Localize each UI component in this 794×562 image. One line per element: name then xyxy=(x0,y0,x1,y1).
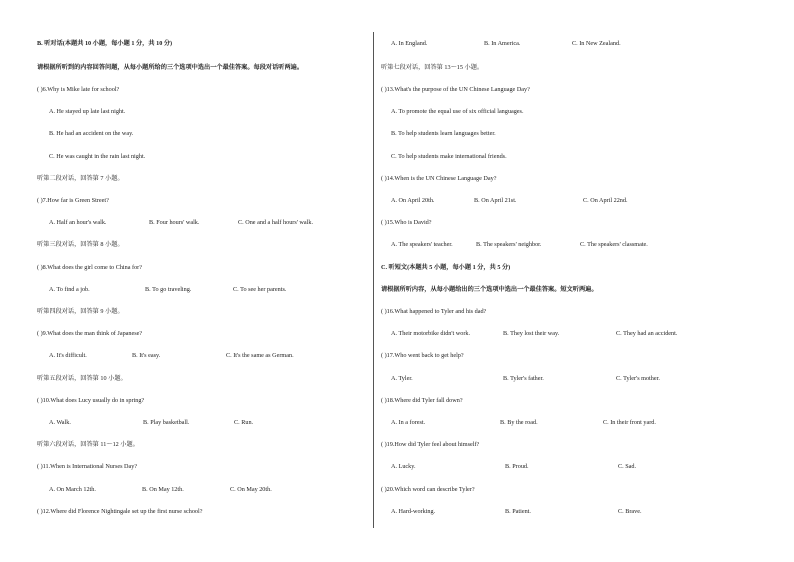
q11-option-a: A. On March 12th. xyxy=(49,486,96,493)
q18-option-c: C. In their front yard. xyxy=(603,419,656,426)
q20-option-a: A. Hard-working. xyxy=(391,508,436,515)
q6-option-a: A. He stayed up late last night. xyxy=(49,108,126,115)
dialog-6-heading: 听第六段对话，回答第 11～12 小题。 xyxy=(37,441,139,448)
q19-option-c: C. Sad. xyxy=(618,463,637,470)
q15-option-b: B. The speakers' neighbor. xyxy=(476,241,542,248)
q16-option-a: A. Their motorbike didn't work. xyxy=(391,330,471,337)
q15-option-c: C. The speakers' classmate. xyxy=(580,241,648,248)
q14-option-a: A. On April 20th. xyxy=(391,197,435,204)
q19-option-b: B. Proud. xyxy=(505,463,529,470)
q10-option-c: C. Run. xyxy=(234,419,254,426)
q17-option-a: A. Tyler. xyxy=(391,375,413,382)
q9-option-a: A. It's difficult. xyxy=(49,352,87,359)
q11-stem: ( )11.When is International Nurses Day? xyxy=(37,463,138,470)
q9-option-c: C. It's the same as German. xyxy=(226,352,294,359)
q10-stem: ( )10.What does Lucy usually do in spring? xyxy=(37,397,145,404)
dialog-2-heading: 听第二段对话，回答第 7 小题。 xyxy=(37,175,124,182)
q8-stem: ( )8.What does the girl come to China for? xyxy=(37,264,142,271)
q10-option-b: B. Play basketball. xyxy=(143,419,190,426)
q18-option-b: B. By the road. xyxy=(500,419,538,426)
dialog-7-heading: 听第七段对话，回答第 13～15 小题。 xyxy=(381,64,484,71)
right-column xyxy=(381,0,711,562)
q20-option-b: B. Patient. xyxy=(505,508,531,515)
q6-option-c: C. He was caught in the rain last night. xyxy=(49,153,146,160)
q14-stem: ( )14.When is the UN Chinese Language Day? xyxy=(381,175,497,182)
q17-option-c: C. Tyler's mother. xyxy=(616,375,660,382)
section-c-title: C. 听短文(本题共 5 小题，每小题 1 分，共 5 分) xyxy=(381,264,511,271)
q13-option-b: B. To help students learn languages better. xyxy=(391,130,496,137)
q12-stem: ( )12.Where did Florence Nightingale set up the first nurse school? xyxy=(37,508,203,515)
q16-option-b: B. They lost their way. xyxy=(503,330,560,337)
dialog-4-heading: 听第四段对话，回答第 9 小题。 xyxy=(37,308,124,315)
q12-option-c: C. In New Zealand. xyxy=(572,40,621,47)
q10-option-a: A. Walk. xyxy=(49,419,71,426)
q15-stem: ( )15.Who is David? xyxy=(381,219,432,226)
section-c-instructions: 请根据所听内容，从每小题给出的三个选项中选出一个最佳答案。短文听两遍。 xyxy=(381,286,598,293)
q15-option-a: A. The speakers' teacher. xyxy=(391,241,453,248)
q8-option-c: C. To see her parents. xyxy=(233,286,287,293)
q16-option-c: C. They had an accident. xyxy=(616,330,678,337)
q11-option-b: B. On May 12th. xyxy=(142,486,184,493)
q9-stem: ( )9.What does the man think of Japanese? xyxy=(37,330,143,337)
q7-option-a: A. Half an hour's walk. xyxy=(49,219,107,226)
section-b-title: B. 听对话(本题共 10 小题，每小题 1 分，共 10 分) xyxy=(37,40,173,47)
q7-option-c: C. One and a half hours' walk. xyxy=(238,219,314,226)
q18-option-a: A. In a forest. xyxy=(391,419,426,426)
q6-option-b: B. He had an accident on the way. xyxy=(49,130,134,137)
dialog-3-heading: 听第三段对话，回答第 8 小题。 xyxy=(37,241,124,248)
q17-option-b: B. Tyler's father. xyxy=(503,375,544,382)
q13-stem: ( )13.What's the purpose of the UN Chinese Language Day? xyxy=(381,86,530,93)
q8-option-b: B. To go traveling. xyxy=(145,286,192,293)
q8-option-a: A. To find a job. xyxy=(49,286,90,293)
column-divider xyxy=(373,32,374,528)
section-b-instructions: 请根据所听到的内容回答问题，从每小题所给的三个选项中选出一个最佳答案。每段对话听两遍。 xyxy=(37,64,304,71)
q16-stem: ( )16.What happened to Tyler and his dad? xyxy=(381,308,487,315)
q20-option-c: C. Brave. xyxy=(618,508,642,515)
q19-option-a: A. Lucky. xyxy=(391,463,416,470)
q12-option-a: A. In England. xyxy=(391,40,428,47)
q7-stem: ( )7.How far is Green Street? xyxy=(37,197,109,204)
q6-stem: ( )6.Why is Mike late for school? xyxy=(37,86,120,93)
q7-option-b: B. Four hours' walk. xyxy=(149,219,200,226)
q14-option-b: B. On April 21st. xyxy=(474,197,517,204)
q11-option-c: C. On May 20th. xyxy=(230,486,272,493)
q14-option-c: C. On April 22nd. xyxy=(583,197,628,204)
q9-option-b: B. It's easy. xyxy=(132,352,161,359)
left-column xyxy=(37,0,367,562)
q17-stem: ( )17.Who went back to get help? xyxy=(381,352,464,359)
q18-stem: ( )18.Where did Tyler fall down? xyxy=(381,397,463,404)
q20-stem: ( )20.Which word can describe Tyler? xyxy=(381,486,475,493)
q13-option-c: C. To help students make international friends. xyxy=(391,153,507,160)
q19-stem: ( )19.How did Tyler feel about himself? xyxy=(381,441,480,448)
q12-option-b: B. In America. xyxy=(484,40,521,47)
q13-option-a: A. To promote the equal use of six official languages. xyxy=(391,108,524,115)
dialog-5-heading: 听第五段对话，回答第 10 小题。 xyxy=(37,375,127,382)
